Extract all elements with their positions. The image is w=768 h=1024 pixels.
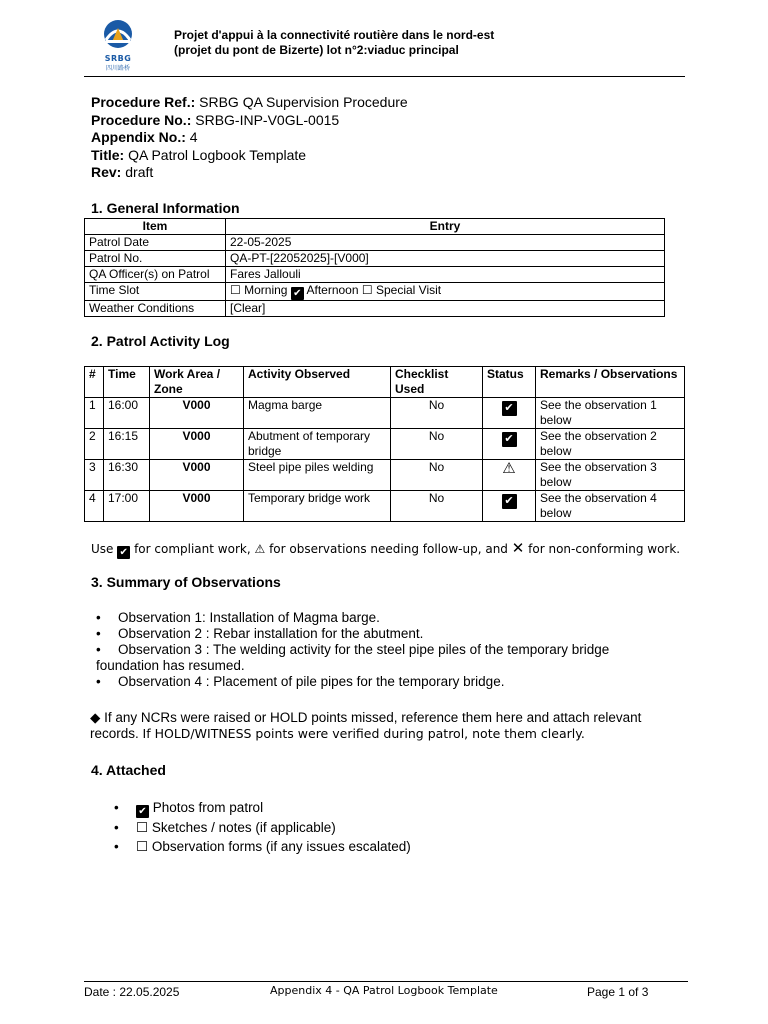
list-item [114, 837, 411, 856]
ncr-line-1: If any NCRs were raised or HOLD points missed, reference them here and attach relevant [104, 710, 642, 725]
footer-date: Date : 22.05.2025 [84, 985, 180, 999]
col-checklist-header: Checklist Used [391, 367, 483, 398]
logo-subtext: 四川路桥 [105, 66, 130, 72]
cell-status [483, 460, 536, 491]
col-number-header: # [85, 367, 104, 398]
ncr-note [90, 710, 680, 742]
general-info-table [84, 218, 665, 317]
appendix-no: Appendix No.: 4 [91, 129, 198, 145]
morning-checkbox-icon: ☐ [230, 283, 241, 297]
col-time-header: Time [104, 367, 150, 398]
compliant-check-icon: ✔ [502, 494, 517, 509]
legend-use: Use [91, 542, 114, 556]
cell-number: 2 [85, 429, 104, 460]
col-remarks-header: Remarks / Observations [536, 367, 685, 398]
table-header-row [85, 219, 665, 235]
warning-icon: ⚠ [254, 542, 266, 556]
cell-checklist: No [391, 398, 483, 429]
col-item-header: Item [85, 219, 226, 235]
checked-box-icon: ✔ [136, 805, 149, 818]
table-row [85, 301, 665, 317]
cell-zone: V000 [150, 429, 244, 460]
attached-forms: Observation forms (if any issues escalated) [151, 839, 411, 854]
cell-number: 3 [85, 460, 104, 491]
cell-status [483, 398, 536, 429]
col-status-header: Status [483, 367, 536, 398]
cell-zone: V000 [150, 460, 244, 491]
attached-heading: 4. Attached [91, 762, 166, 778]
table-row [85, 283, 665, 301]
patrol-no-value: QA-PT-[22052025]-[V000] [226, 251, 665, 267]
cell-item: QA Officer(s) on Patrol [85, 267, 226, 283]
cell-time: 16:00 [104, 398, 150, 429]
cell-remarks: See the observation 4 below [536, 491, 685, 522]
compliant-check-icon: ✔ [502, 401, 517, 416]
empty-checkbox-icon: ☐ [136, 820, 149, 835]
cell-remarks: See the observation 1 below [536, 398, 685, 429]
weather-value: [Clear] [226, 301, 665, 317]
cell-activity: Magma barge [244, 398, 391, 429]
compliant-check-icon: ✔ [117, 546, 130, 559]
project-title-line-2: (projet du pont de Bizerte) lot n°2:viaduc principal [174, 43, 459, 57]
attached-sketches: Sketches / notes (if applicable) [151, 820, 336, 835]
procedure-ref: Procedure Ref.: SRBG QA Supervision Procedure [91, 94, 408, 110]
cell-number: 1 [85, 398, 104, 429]
project-title-line-1: Projet d'appui à la connectivité routière dans le nord-est [174, 28, 495, 42]
table-row [85, 235, 665, 251]
attached-photos: Photos from patrol [152, 800, 264, 815]
activity-log-heading: 2. Patrol Activity Log [91, 333, 230, 349]
legend-followup: for observations needing follow-up, and [269, 542, 508, 556]
summary-list [96, 610, 656, 690]
revision: Rev: draft [91, 164, 154, 180]
legend-compliant: for compliant work, [134, 542, 251, 556]
cell-item: Weather Conditions [85, 301, 226, 317]
table-row [85, 251, 665, 267]
cell-item: Time Slot [85, 283, 226, 301]
empty-checkbox-icon: ☐ [136, 839, 149, 854]
srbg-logo [98, 18, 138, 72]
cell-remarks: See the observation 2 below [536, 429, 685, 460]
general-info-heading: 1. General Information [91, 200, 240, 216]
cell-activity: Abutment of temporary bridge [244, 429, 391, 460]
logo-text: SRBG [104, 54, 132, 63]
cell-zone: V000 [150, 398, 244, 429]
procedure-no: Procedure No.: SRBG-INP-V0GL-0015 [91, 111, 340, 128]
procedure-meta [91, 94, 408, 182]
cell-item: Patrol Date [85, 235, 226, 251]
table-row [85, 460, 685, 491]
afternoon-checkbox-checked-icon: ✔ [291, 287, 304, 300]
attached-list [114, 798, 411, 856]
document-title: Title: QA Patrol Logbook Template [91, 146, 307, 163]
ncr-line-2b: If HOLD/WITNESS points were verified during patrol, note them clearly. [142, 726, 585, 741]
cell-status [483, 491, 536, 522]
project-title [174, 28, 494, 58]
qa-officer-value: Fares Jallouli [226, 267, 665, 283]
col-activity-header: Activity Observed [244, 367, 391, 398]
cell-checklist: No [391, 460, 483, 491]
list-item: • Observation 1: Installation of Magma barge. [96, 610, 656, 626]
table-header-row [85, 367, 685, 398]
list-item: • Observation 4 : Placement of pile pipes for the temporary bridge. [96, 674, 656, 690]
table-row [85, 398, 685, 429]
cell-status [483, 429, 536, 460]
time-slot-value [226, 283, 665, 301]
summary-heading: 3. Summary of Observations [91, 574, 281, 590]
list-item [114, 818, 411, 837]
cell-time: 17:00 [104, 491, 150, 522]
list-item: • Observation 3 : The welding activity for the steel pipe piles of the temporary bridge [96, 642, 656, 658]
special-visit-label: Special Visit [375, 283, 442, 297]
legend-nonconforming: for non-conforming work. [528, 542, 681, 556]
logo-emblem-icon [98, 18, 138, 52]
cell-zone: V000 [150, 491, 244, 522]
non-conforming-x-icon: ✕ [511, 539, 525, 557]
diamond-icon: ◆ [90, 710, 101, 725]
cell-activity: Steel pipe piles welding [244, 460, 391, 491]
status-legend [91, 539, 680, 559]
morning-label: Morning [244, 283, 288, 297]
cell-checklist: No [391, 491, 483, 522]
col-zone-header: Work Area / Zone [150, 367, 244, 398]
list-item: • Observation 2 : Rebar installation for the abutment. [96, 626, 656, 642]
special-visit-checkbox-icon: ☐ [361, 283, 373, 297]
cell-time: 16:30 [104, 460, 150, 491]
patrol-date-value: 22-05-2025 [226, 235, 665, 251]
ncr-line-2a: records. [90, 726, 139, 741]
table-row [85, 491, 685, 522]
table-row [85, 267, 665, 283]
list-item-continuation: foundation has resumed. [96, 658, 245, 673]
activity-log-table [84, 366, 685, 522]
page-header [84, 12, 685, 77]
cell-time: 16:15 [104, 429, 150, 460]
cell-item: Patrol No. [85, 251, 226, 267]
cell-number: 4 [85, 491, 104, 522]
table-row [85, 429, 685, 460]
cell-activity: Temporary bridge work [244, 491, 391, 522]
afternoon-label: Afternoon [306, 283, 359, 297]
list-item [114, 798, 411, 818]
cell-remarks: See the observation 3 below [536, 460, 685, 491]
page-footer [84, 981, 688, 999]
compliant-check-icon: ✔ [502, 432, 517, 447]
footer-title: Appendix 4 - QA Patrol Logbook Template [270, 984, 498, 997]
cell-checklist: No [391, 429, 483, 460]
warning-icon: ⚠ [502, 460, 516, 477]
footer-page-number: Page 1 of 3 [587, 985, 649, 999]
col-entry-header: Entry [226, 219, 665, 235]
